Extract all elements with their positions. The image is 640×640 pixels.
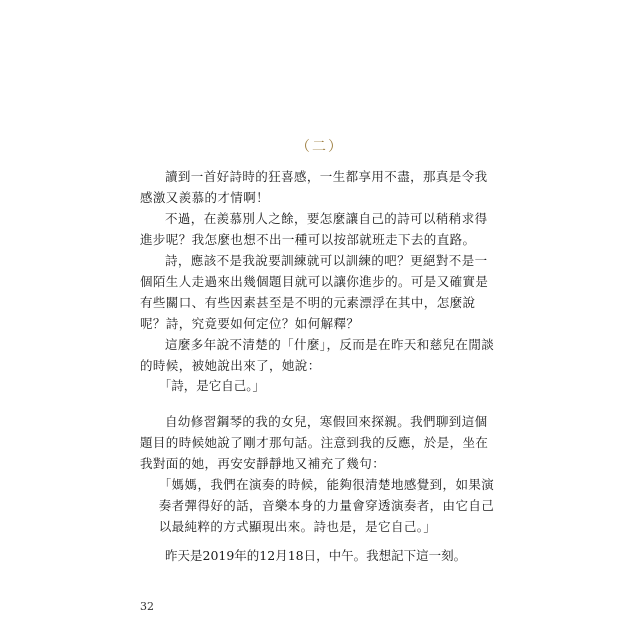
page-number: 32: [140, 600, 154, 613]
text-block-1: [140, 166, 500, 376]
paragraph-3: 詩，應該不是我說要訓練就可以訓練的吧？更絕對不是一個陌生人走過來出幾個題目就可以讓你進步的。可是又確實是有些關口、有些因素甚至是不明的元素漂浮在其中，怎麼說呢？詩，究竟要如何定位？如何解釋？: [140, 253, 489, 331]
paragraph-1: 讀到一首好詩時的狂喜感，一生都享用不盡，那真是令我感激又羨慕的才情啊！: [140, 169, 488, 205]
quote-short: 「詩，是它自己。」: [158, 378, 266, 393]
text-block-2: [140, 411, 500, 537]
paragraph-5: 自幼修習鋼琴的我的女兒，寒假回來探親。我們聊到這個題目的時候她說了剛才那句話。注意到我的反應，於是，坐在我對面的她，再安安靜靜地又補充了幾句：: [140, 414, 489, 471]
paragraph-2: 不過，在羨慕別人之餘，要怎麼讓自己的詩可以稍稍求得進步呢？我怎麼也想不出一種可以按部就班走下去的直路。: [140, 211, 488, 247]
paragraph-4: 這麼多年說不清楚的「什麼」，反而是在昨天和慈兒在閒談的時候，被她說出來了，她說：: [140, 337, 495, 373]
section-heading: （二）: [296, 139, 344, 155]
quote-long: 「媽媽，我們在演奏的時候，能夠很清楚地感覺到，如果演奏者彈得好的話，音樂本身的力量會穿透演奏者，由它自己以最純粹的方式顯現出來。詩也是，是它自己。」: [158, 477, 495, 534]
final-line: 昨天是2019年的12月18日，中午。我想記下這一刻。: [165, 548, 467, 563]
